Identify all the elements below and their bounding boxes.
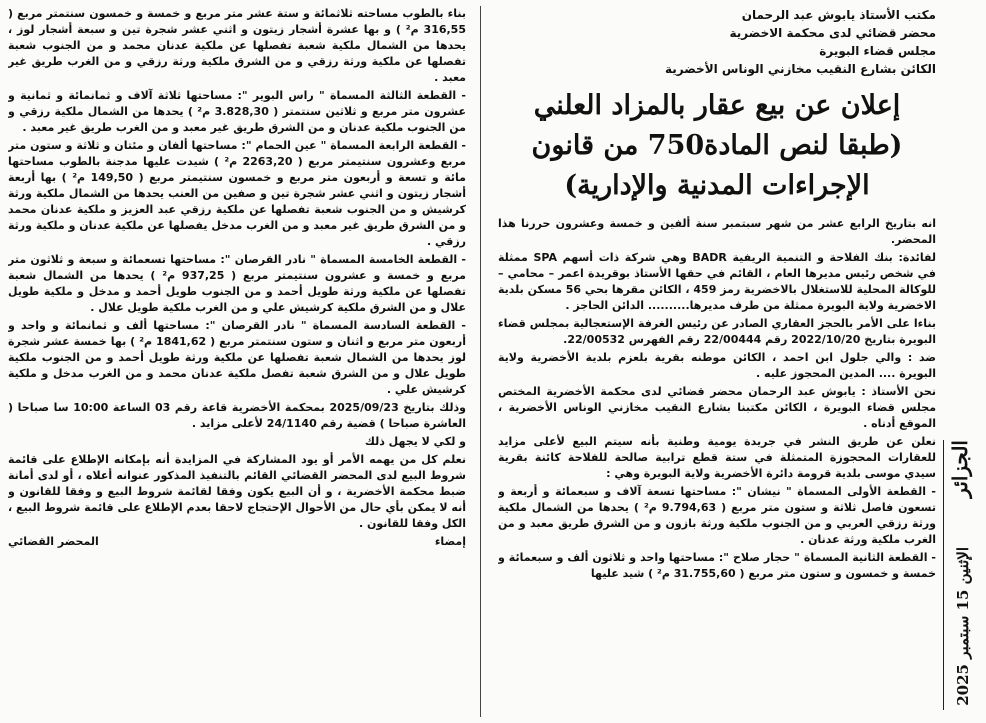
column-divider [480,6,481,717]
paragraph: ضد : والي جلول ابن احمد ، الكائن موطنه بقرية بلعزم بلدية الأخضرية ولاية البويرة .... المدين المحجوز عليه . [498,351,936,380]
paragraph: نعلن عن طريق النشر في جريدة يومية وطنية بأنه سيتم البيع لأعلى مزايد للعقارات المحجوزة المتمثلة في ستة قطع ترابية صالحة للفلاحة كائنة بقرية سيدي موسى بلدية قرومة دائرة الأخضرية ولاية البويرة وهي : [498,435,936,480]
announcement-title [498,86,936,206]
header-line: الكائن بشارع النقيب مخازني الوناس الأخضرية [664,62,936,76]
title-line: الإجراءات المدنية والإدارية) [564,170,870,201]
paragraph: - القطعة السادسة المسماة " نادر القرصان ": مساحتها ألف و ثمانمائة و واحد و أربعون متر مربع و اثنان و ستون سنتمتر مربع ( 1841,62 م² ) بها خمسة عشر شجرة لوز يحدها من الشمال شعبة تفصلها عن ملكية ورثة طويل أحمد و من الجنوب ملكية طويل علال و من الشرق شعبة تفصل ملكية عدنان محمد و من الغرب مدخل و ملكية كرشيش علي . [8,319,466,396]
signature-name: المحضر القضائي [8,535,99,548]
signature-prefix: إمضاء [434,535,466,548]
header-line: مكتب الأستاذ يابوش عبد الرحمان [741,8,936,22]
header-line: مجلس قضاء البويرة [819,44,936,58]
paragraph: انه بتاريخ الرابع عشر من شهر سبتمبر سنة ألفين و خمسة وعشرون حررنا هذا المحضر. [498,217,936,246]
paragraph: - القطعة الأولى المسماة " نيشان ": مساحتها تسعة آلاف و سبعمائة و أربعة و تسعون فاصل ثلاثة و ستون متر مربع ( 9.794,63 م² ) يحدها من الشمال ملكية ورثة رزقي العربي و من الجنوب ملكية ورثة بازون و من الشرق طريق معبد و من الغرب ملكية ورثة عدنان . [498,485,936,546]
paragraph: - القطعة الرابعة المسماة " عين الحمام ": مساحتها ألفان و مئتان و ثلاثة و ستون متر مربع وعشرون سنتيمتر مربع ( 2263,20 م² ) شيدت عليها مدجنة بالطوب مساحتها مائة و تسعة و أربعون متر مربع و خمسون سنتيمتر مربع ( 149,50 م² ) بها أربعة أشجار زيتون و اثني عشر شجرة تين و صفين من العنب يحدها من الشمال ملكية ورثة كرشيش و من الجنوب شعبة تفصلها عن ملكية رزقي عبد العزيز و ملكية عدنان محمد و من الشرق طريق غير معبد و من الغرب مدخل يفصلها عن ملكية عدنان و ملكية ورثة رزقي . [8,139,466,248]
paragraph: نحن الأستاذ : يابوش عبد الرحمان محضر قضائي لدى محكمة الأخضرية المختص مجلس قضاء البويرة ، الكائن مكتبنا بشارع النقيب مخازني الوناس الأخضرية ، الموقع أدناه . [498,385,936,430]
title-line: (طبقا لنص المادة750 من قانون [531,130,903,161]
paragraph: وذلك بتاريخ 2025/09/23 بمحكمة الأخضرية قاعة رقم 03 الساعة 10:00 سا صباحا ( العاشرة صباحا ) قضية رقم 24/1140 لأعلى مزايد . [8,401,466,430]
paragraph: - القطعة الثالثة المسماة " راس البوير ": مساحتها ثلاثة آلاف و ثمانمائة و ثمانية و عشرون متر مربع و ثلاثين سنتمتر ( 3.828,30 م² ) يحدها من الشمال ملكية رزقي و من الجنوب ملكية عدنان و من الشرق طريق غير معبد و من الغرب طريق غير معبد . [8,89,466,134]
paragraph: - القطعة الخامسة المسماة " نادر القرصان ": مساحتها تسعمائة و سبعة و ثلاثون متر مربع و خمسة و عشرون سنتيمتر مربع ( 937,25 م² ) يحدها من الشمال شعبة تفصلها عن ملكية ورثة طويل أحمد و من الجنوب طويل أحمد و مدخل و ملكية طويل علال و من الشرق ملكية كرشيش علي و من الغرب ملكية طويل علال . [8,253,466,314]
right-column [498,6,936,717]
paragraph: و لكي لا يجهل ذلك [364,435,466,448]
left-column [8,6,466,717]
title-line: إعلان عن بيع عقار بالمزاد العلني [533,90,901,121]
signature-line [8,534,466,550]
paragraph: لفائدة: بنك الفلاحة و التنمية الريفية BADR وهي شركة ذات أسهم SPA ممثلة في شخص رئيس مديرها العام ، القائم في حقها الأستاذ بوقريدة اعمر – محامي – للوكالة المحلية للاستغلال بالاخضرية رمز 459 ، الكائن مقرها بحي 56 مسكن بلدية الاخضرية ولاية البويرة ممثلة من طرف مديرها.......... الدائن الحاجز . [498,251,936,312]
newspaper-sidebar [943,440,974,710]
header-line: محضر قضائي لدى محكمة الاخضرية [729,26,936,40]
paragraph: - القطعة الثانية المسماة " حجار صلاح ": مساحتها واحد و ثلاثون ألف و سبعمائة و خمسة و خمسون و ستون متر مربع ( 31.755,60 م² ) شيد عليها [498,551,936,580]
paragraph: نعلم كل من يهمه الأمر أو يود المشاركة في المزايدة أنه بإمكانه الإطلاع على قائمة شروط البيع لدى المحضر القضائي القائم بالتنفيذ المذكور عنوانه أعلاه ، أو لدى أمانة ضبط محكمة الأخضرية ، و أن البيع يكون وفقا لقائمة شروط البيع و وفقا للقانون و أنه لا يمكن بأي حال من الأحوال الإحتجاج لاحقا بعدم الإطلاع على قائمة شروط البيع ، الكل وفقا للقانون . [8,453,466,530]
issue-date: الإثنين 15 سبتمبر 2025 [954,547,972,706]
office-header [498,6,936,78]
newspaper-brand: الجزائر [948,440,972,498]
paragraph: بناءا على الأمر بالحجز العقاري الصادر عن رئيس الغرفة الإستعجالية بمجلس قضاء البويرة بتاريخ 2022/10/20 رقم 22/00444 رقم الفهرس 22/00532. [498,317,936,346]
paragraph: بناء بالطوب مساحته ثلاثمائة و ستة عشر متر مربع و خمسة و خمسون سنتمتر مربع ( 316,55 م² ) و بها عشرة أشجار زيتون و اثني عشر شجرة تين و سبعة أشجار لوز ، يحدها من الشمال ملكية شعبة تفصلها عن ملكية عدنان محمد و من الجنوب شعبة تفصلها عن ملكية ورثة رزقي و من الشرق ملكية ورثة رزقي و من الغرب طريق غير معبد . [8,7,466,84]
